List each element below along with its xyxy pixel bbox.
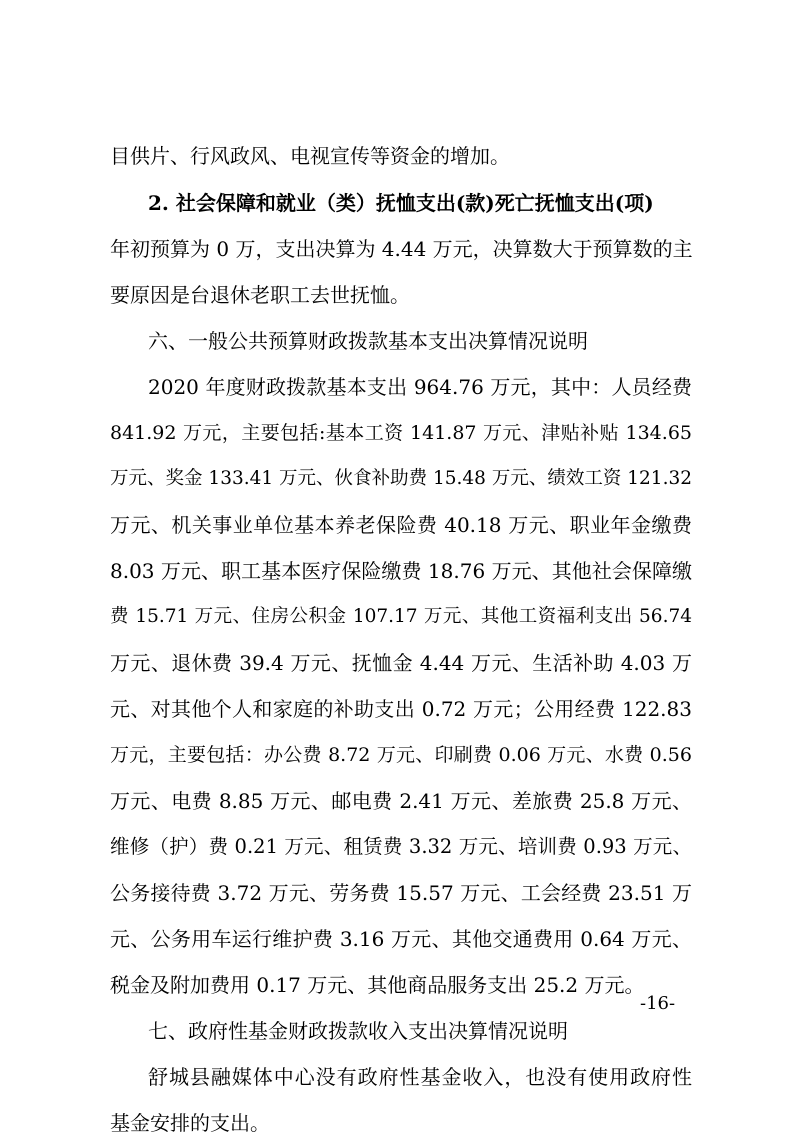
paragraph-line: 841.92 万元，主要包括:基本工资 141.87 万元、津贴补贴 134.65	[110, 422, 692, 444]
paragraph-line: 8.03 万元、职工基本医疗保险缴费 18.76 万元、其他社会保障缴	[110, 559, 692, 583]
section6-heading: 六、一般公共预算财政拨款基本支出决算情况说明	[148, 329, 588, 353]
paragraph-line: 公务接待费 3.72 万元、劳务费 15.57 万元、工会经费 23.51 万	[110, 881, 692, 905]
paragraph-line: 要原因是台退休老职工去世抚恤。	[110, 283, 410, 307]
paragraph-line: 万元、奖金 133.41 万元、伙食补助费 15.48 万元、绩效工资 121.32	[110, 468, 692, 489]
paragraph-line: 舒城县融媒体中心没有政府性基金收入，也没有使用政府性	[148, 1065, 692, 1089]
item2-heading: 2. 社会保障和就业（类）抚恤支出(款)死亡抚恤支出(项)	[148, 191, 654, 215]
paragraph-line: 费 15.71 万元、住房公积金 107.17 万元、其他工资福利支出 56.74	[110, 606, 692, 627]
paragraph-line: 万元、机关事业单位基本养老保险费 40.18 万元、职业年金缴费	[110, 513, 692, 537]
paragraph-line: 万元、电费 8.85 万元、邮电费 2.41 万元、差旅费 25.8 万元、	[110, 789, 692, 813]
paragraph-line: 目供片、行风政风、电视宣传等资金的增加。	[110, 144, 510, 168]
page-number: -16-	[640, 993, 676, 1014]
paragraph-line: 万元，主要包括：办公费 8.72 万元、印刷费 0.06 万元、水费 0.56	[110, 744, 692, 766]
paragraph-line: 2020 年度财政拨款基本支出 964.76 万元，其中：人员经费	[148, 375, 692, 399]
paragraph-line: 维修（护）费 0.21 万元、租赁费 3.32 万元、培训费 0.93 万元、	[110, 835, 692, 858]
paragraph-line: 元、公务用车运行维护费 3.16 万元、其他交通费用 0.64 万元、	[110, 927, 692, 951]
paragraph-line: 元、对其他个人和家庭的补助支出 0.72 万元；公用经费 122.83	[110, 697, 692, 721]
paragraph-line: 基金安排的支出。	[110, 1111, 270, 1135]
paragraph-line: 年初预算为 0 万，支出决算为 4.44 万元，决算数大于预算数的主	[110, 237, 693, 261]
paragraph-line: 税金及附加费用 0.17 万元、其他商品服务支出 25.2 万元。	[110, 973, 645, 997]
paragraph-line: 万元、退休费 39.4 万元、抚恤金 4.44 万元、生活补助 4.03 万	[110, 651, 692, 675]
section7-heading: 七、政府性基金财政拨款收入支出决算情况说明	[148, 1019, 568, 1043]
